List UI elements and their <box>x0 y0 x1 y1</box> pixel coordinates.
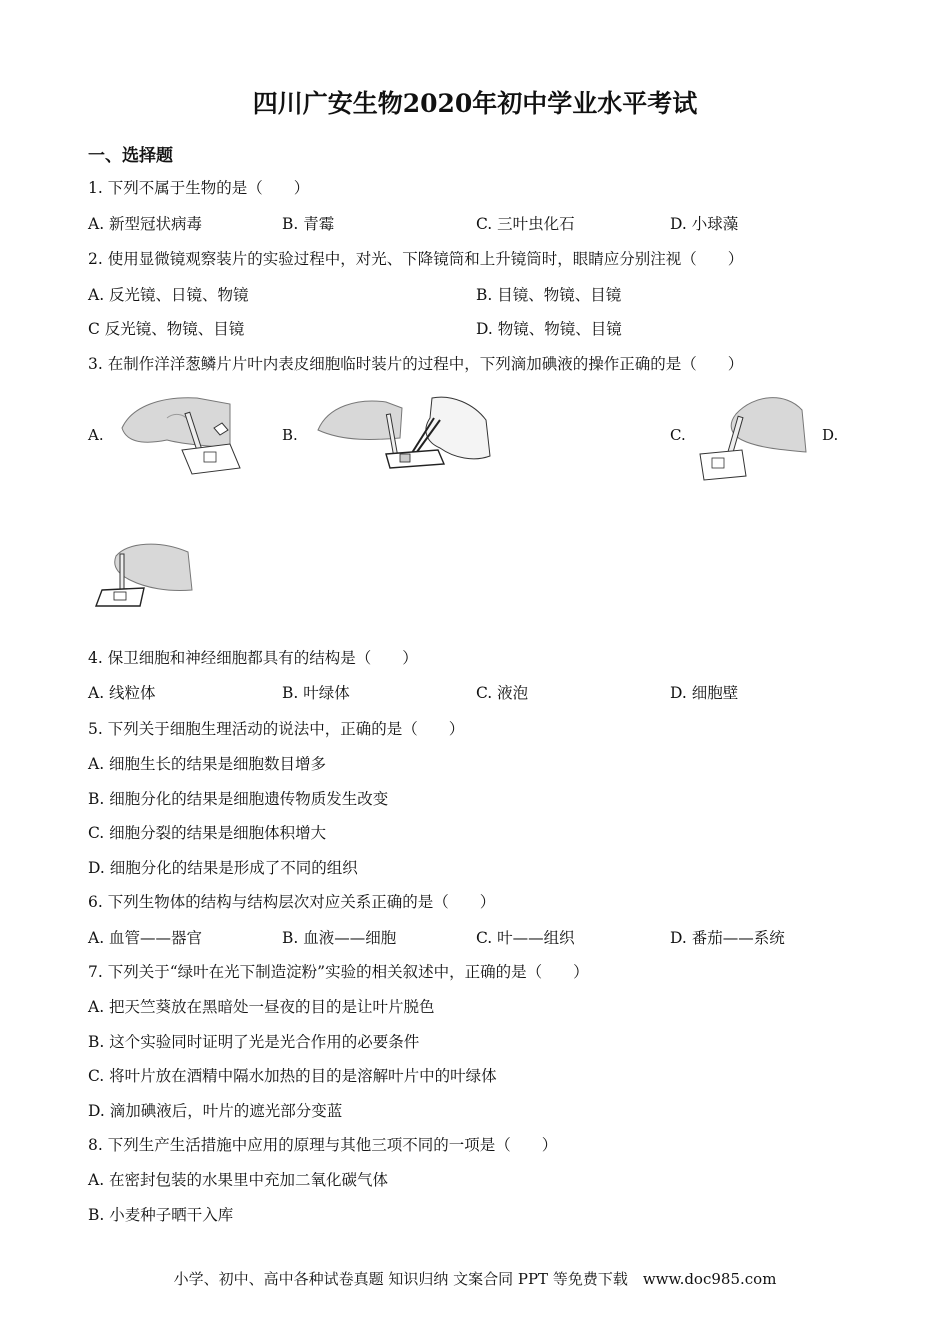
q3-option-b: B. <box>282 426 298 444</box>
footer-promo-text: 小学、初中、高中各种试卷真题 知识归纳 文案合同 PPT 等免费下载 www.doc985.com <box>173 1270 777 1288</box>
q7-option-b: B. 这个实验同时证明了光是光合作用的必要条件 <box>88 1033 420 1051</box>
q5-option-b: B. 细胞分化的结果是细胞遗传物质发生改变 <box>88 790 389 808</box>
q5-option-d: D. 细胞分化的结果是形成了不同的组织 <box>88 859 358 877</box>
q2-option-a: A. 反光镜、日镜、物镜 <box>88 286 249 304</box>
question-2-stem: 2. 使用显微镜观察装片的实验过程中，对光、下降镜筒和上升镜筒时，眼睛应分别注视（ ） <box>88 250 744 268</box>
question-5-stem: 5. 下列关于细胞生理活动的说法中，正确的是（ ） <box>88 720 465 738</box>
q7-option-a: A. 把天竺葵放在黑暗处一昼夜的目的是让叶片脱色 <box>88 998 435 1016</box>
q3-option-a: A. <box>88 426 104 444</box>
q1-option-c: C. 三叶虫化石 <box>476 215 575 233</box>
q1-option-b: B. 青霉 <box>282 215 335 233</box>
question-7-stem: 7. 下列关于“绿叶在光下制造淀粉”实验的相关叙述中，正确的是（ ） <box>88 963 589 981</box>
q5-option-a: A. 细胞生长的结果是细胞数目增多 <box>88 755 327 773</box>
q7-option-c: C. 将叶片放在酒精中隔水加热的目的是溶解叶片中的叶绿体 <box>88 1067 497 1085</box>
q3-option-c: C. <box>670 426 686 444</box>
q1-option-d: D. 小球藻 <box>670 215 739 233</box>
q5-option-c: C. 细胞分裂的结果是细胞体积增大 <box>88 824 327 842</box>
q7-option-d: D. 滴加碘液后，叶片的遮光部分变蓝 <box>88 1102 343 1120</box>
question-6-stem: 6. 下列生物体的结构与结构层次对应关系正确的是（ ） <box>88 893 496 911</box>
question-8-stem: 8. 下列生产生活措施中应用的原理与其他三项不同的一项是（ ） <box>88 1136 558 1154</box>
q4-option-b: B. 叶绿体 <box>282 684 350 702</box>
question-1-stem: 1. 下列不属于生物的是（ ） <box>88 179 310 197</box>
q8-option-a: A. 在密封包装的水果里中充加二氧化碳气体 <box>88 1171 389 1189</box>
q6-option-b: B. 血液——细胞 <box>282 929 397 947</box>
figure-b-forceps-illustration <box>314 390 494 472</box>
question-4-stem: 4. 保卫细胞和神经细胞都具有的结构是（ ） <box>88 649 418 667</box>
q4-option-d: D. 细胞壁 <box>670 684 739 702</box>
question-3-stem: 3. 在制作洋洋葱鳞片片叶内表皮细胞临时装片的过程中，下列滴加碘液的操作正确的是（ ） <box>88 355 744 373</box>
q6-option-d: D. 番茄——系统 <box>670 929 785 947</box>
q2-option-d: D. 物镜、物镜、目镜 <box>476 320 622 338</box>
q3-option-d: D. <box>822 426 839 444</box>
q2-option-c: C 反光镜、物镜、目镜 <box>88 320 245 338</box>
q1-option-a: A. 新型冠状病毒 <box>88 215 203 233</box>
page-title: 四川广安生物2020年初中学业水平考试 <box>252 89 698 118</box>
figure-c-dropper-illustration <box>696 390 808 480</box>
q2-option-b: B. 目镜、物镜、目镜 <box>476 286 622 304</box>
figure-a-dropper-illustration <box>112 388 242 478</box>
q4-option-c: C. 液泡 <box>476 684 529 702</box>
section-heading: 一、选择题 <box>88 146 173 166</box>
q4-option-a: A. 线粒体 <box>88 684 156 702</box>
figure-d-dropper-illustration <box>94 538 194 608</box>
q6-option-a: A. 血管——器官 <box>88 929 203 947</box>
q6-option-c: C. 叶——组织 <box>476 929 575 947</box>
q8-option-b: B. 小麦种子晒干入库 <box>88 1206 234 1224</box>
